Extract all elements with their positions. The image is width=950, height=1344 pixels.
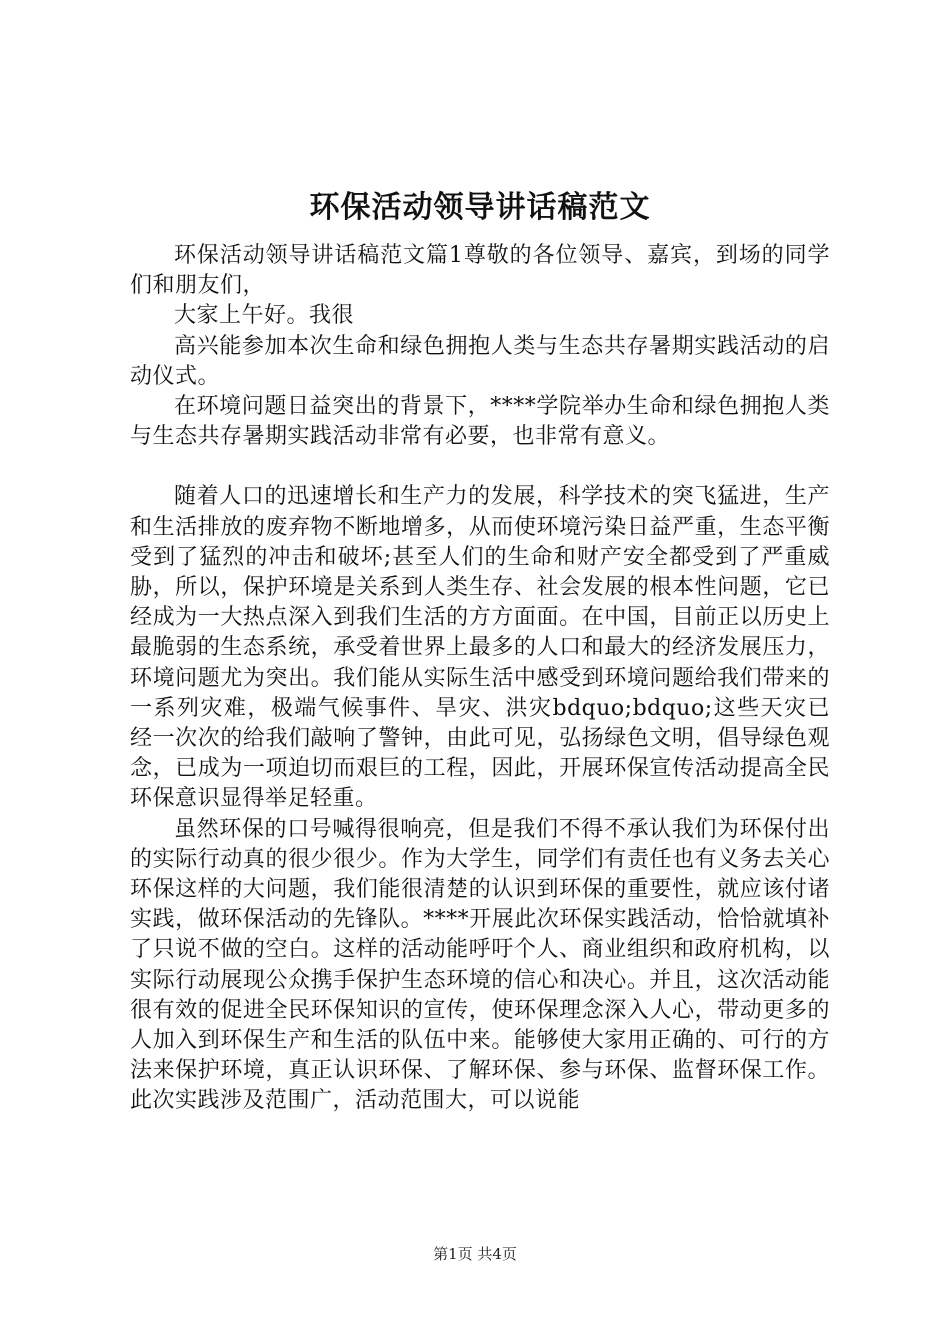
paragraph-population: 随着人口的迅速增长和生产力的发展，科学技术的突飞猛进，生产和生活排放的废弃物不断地增多，从而使环境污染日益严重，生态平衡受到了猛烈的冲击和破坏;甚至人们的生命和财产安全都受到了严重威胁，所以，保护环境是关系到人类生存、社会发展的根本性问题，它已经成为一大热点深入到我们生活的方方面面。在中国，目前正以历史上最脆弱的生态系统，承受着世界上最多的人口和最大的经济发展压力，环境问题尤为突出。我们能从实际生活中感受到环境问题给我们带来的一系列灾难，极端气候事件、旱灾、洪灾bdquo;bdquo;这些天灾已经一次次的给我们敲响了警钟，由此可见，弘扬绿色文明，倡导绿色观念，已成为一项迫切而艰巨的工程，因此，开展环保宣传活动提高全民环保意识显得举足轻重。 (130, 484, 830, 812)
paragraph-gap (130, 452, 830, 482)
paragraph-action: 虽然环保的口号喊得很响亮，但是我们不得不承认我们为环保付出的实际行动真的很少很少。作为大学生，同学们有责任也有义务去关心环保这样的大问题，我们能很清楚的认识到环保的重要性，就应该付诸实践，做环保活动的先锋队。****开展此次环保实践活动，恰恰就填补了只说不做的空白。这样的活动能呼吁个人、商业组织和政府机构，以实际行动展现公众携手保护生态环境的信心和决心。并且，这次活动能很有效的促进全民环保知识的宣传，使环保理念深入人心，带动更多的人加入到环保生产和生活的队伍中来。能够使大家用正确的、可行的方法来保护环境，真正认识环保、了解环保、参与环保、监督环保工作。此次实践涉及范围广，活动范围大，可以说能 (130, 816, 830, 1114)
document-page (130, 183, 830, 1117)
paragraph-background: 在环境问题日益突出的背景下，****学院举办生命和绿色拥抱人类与生态共存暑期实践活动非常有必要，也非常有意义。 (130, 394, 830, 450)
page-footer: 第1页 共4页 (433, 1245, 517, 1263)
paragraph-good-morning: 大家上午好。我很 (174, 303, 355, 329)
document-title: 环保活动领导讲话稿范文 (309, 190, 651, 225)
paragraph-pleased: 高兴能参加本次生命和绿色拥抱人类与生态共存暑期实践活动的启动仪式。 (130, 333, 830, 389)
paragraph-greeting: 环保活动领导讲话稿范文篇1尊敬的各位领导、嘉宾，到场的同学们和朋友们， (130, 243, 830, 299)
